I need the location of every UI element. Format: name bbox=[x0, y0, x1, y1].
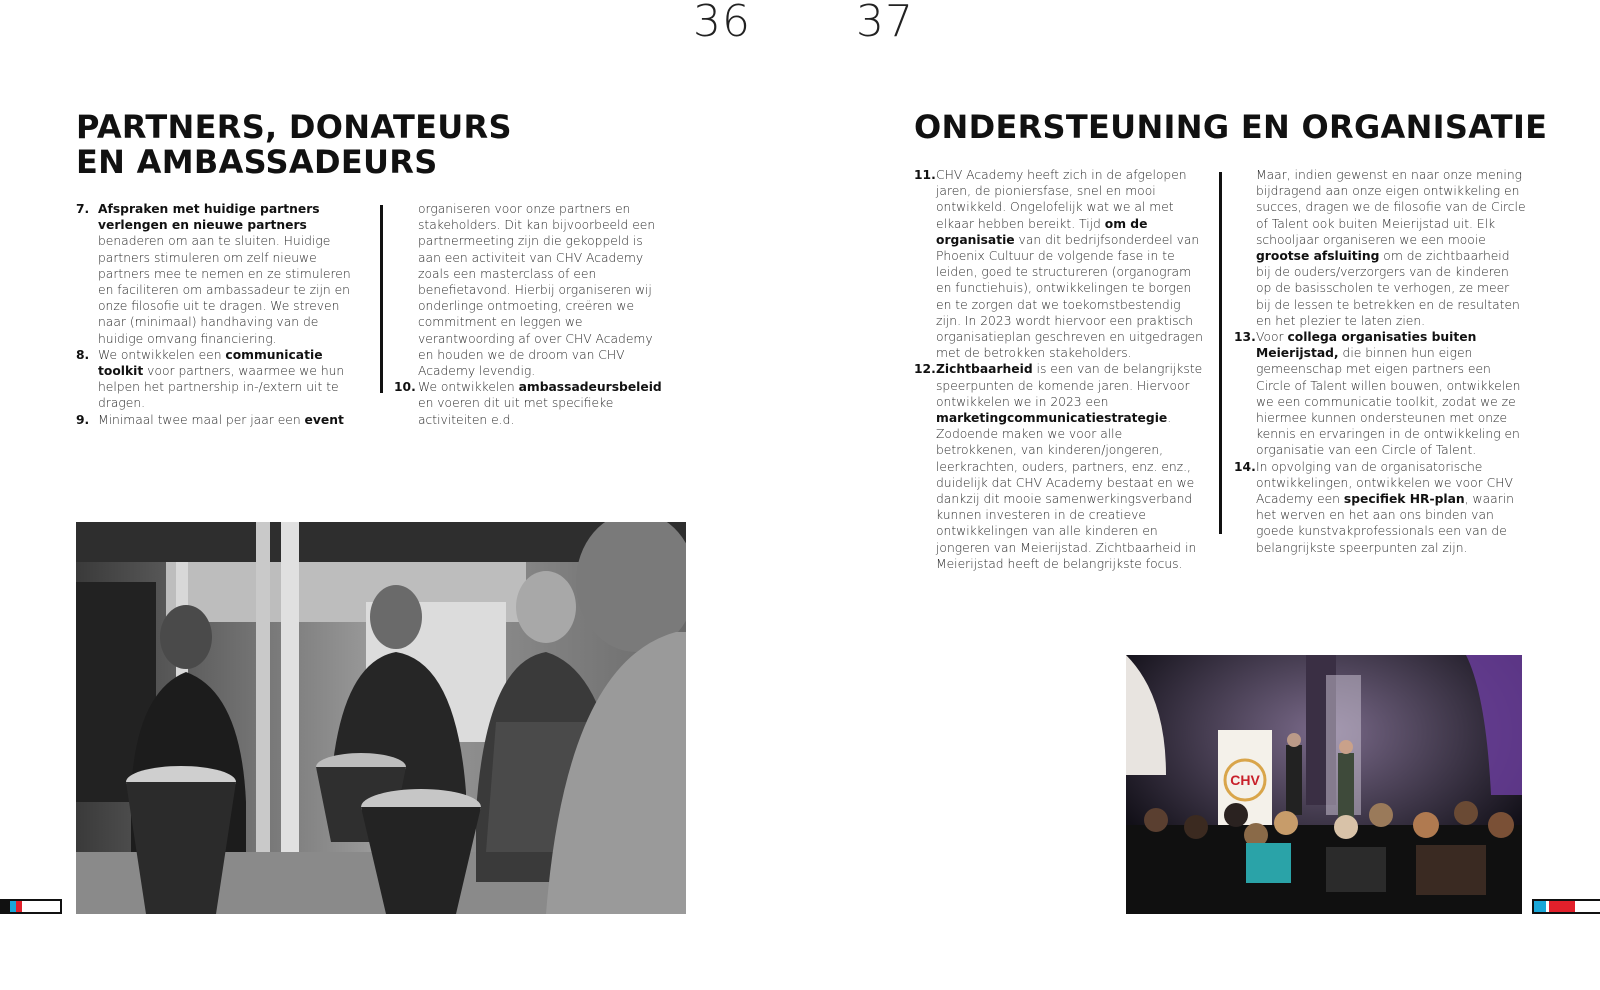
item-text: We ontwikkelen bbox=[418, 380, 519, 395]
item-text: . Zodoende maken we voor alle betrokkenen, van kinderen/jongeren, leerkrachten, ouders, partners, enz. enz., duidelijk dat CHV Academy bestaat en we dankzij dit mooie samenwerkingsverband kunnen investeren in de creatieve ontwikkelingen van alle kinderen en jongeren van Meierijstad. Zichtbaarheid in Meierijstad heeft de belangrijkste focus. bbox=[936, 411, 1197, 571]
column-divider-right bbox=[1219, 172, 1222, 534]
bold-text: grootse afsluiting bbox=[1256, 249, 1380, 264]
item-text: benaderen om aan te sluiten. Huidige partners stimuleren om zelf nieuwe partners mee te nemen en ze stimuleren en faciliteren om ambassadeur te zijn en onze filosofie uit te dragen. We streven naar (minimaal) handhaving van de huidige omvang financiering. bbox=[98, 234, 351, 346]
item-text: is een van de belangrijkste speerpunten de komende jaren. Hiervoor ontwikkelen we in 2023 een bbox=[936, 362, 1203, 409]
list-item-13 bbox=[1234, 329, 1526, 459]
accent-stripe-dark bbox=[0, 901, 10, 912]
list-number: 10. bbox=[394, 380, 416, 395]
item-text: CHV Academy heeft zich in de afgelopen jaren, de pioniersfase, snel en mooi ontwikkeld. Ongelofelijk wat we al met elkaar hebben bereikt. Tijd bbox=[936, 168, 1187, 231]
list-item-14 bbox=[1234, 459, 1526, 556]
list-number: 12. bbox=[914, 362, 936, 377]
corner-mark-left bbox=[0, 899, 62, 914]
item-text: organiseren voor onze partners en stakeholders. Dit kan bijvoorbeeld een partnermeeting zijn die gekoppeld is aan een activiteit van CHV Academy zoals een masterclass of een benefietavond. Hierbij organiseren wij onderlinge ontmoeting, creëren we commitment en leggen we verantwoording af over CHV Academy en houden we de droom van CHV Academy levendig. bbox=[418, 202, 656, 379]
bold-text: marketingcommunicatiestrategie bbox=[936, 411, 1168, 426]
item-text: Voor bbox=[1256, 330, 1288, 345]
list-number: 7. bbox=[76, 202, 90, 216]
list-item-11 bbox=[914, 167, 1204, 361]
photo-drum-workshop bbox=[76, 522, 686, 914]
item-text: We ontwikkelen een bbox=[98, 347, 226, 362]
corner-mark-right bbox=[1532, 899, 1600, 914]
bold-text: specifiek HR-plan bbox=[1343, 492, 1465, 507]
list-number: 9. bbox=[76, 412, 90, 427]
item-text: die binnen hun eigen gemeenschap met eigen partners een Circle of Talent willen bouwen, ontwikkelen we een communicatie toolkit, zodat we ze hiermee kunnen ondersteunen met onze kennis en ervaringen in de ontwikkeling en organisatie van een Circle of Talent. bbox=[1256, 346, 1521, 458]
bold-text: om de organisatie bbox=[936, 216, 1148, 247]
page-number-right: 37 bbox=[856, 0, 914, 47]
right-page-title: ONDERSTEUNING EN ORGANISATIE bbox=[914, 108, 1548, 146]
accent-stripe-red bbox=[16, 901, 22, 912]
item-text: , waarin het werven en het aan ons binden van goede kunstvakprofessionals een van de belangrijkste speerpunten zal zijn. bbox=[1256, 492, 1514, 555]
accent-stripe-red bbox=[1549, 901, 1575, 912]
left-column-1 bbox=[76, 201, 361, 428]
bold-text: Afspraken met huidige partners verlengen en nieuwe partners bbox=[98, 202, 320, 233]
page-number-left: 36 bbox=[693, 0, 751, 47]
item-text: In opvolging van de organisatorische ontwikkelingen, ontwikkelen we voor CHV Academy een bbox=[1256, 459, 1513, 507]
left-page-title bbox=[76, 110, 512, 180]
list-number: 14. bbox=[1234, 459, 1256, 474]
list-item-9-continuation bbox=[396, 201, 668, 379]
list-item-12 bbox=[914, 361, 1204, 572]
bold-text: collega organisaties buiten Meierijstad, bbox=[1256, 330, 1477, 361]
right-column-2 bbox=[1234, 167, 1526, 556]
stage-presentation-illustration bbox=[1126, 655, 1522, 914]
item-text: van dit bedrijfsonderdeel van Phoenix Cultuur de volgende fase in te leiden, goed te structureren (organogram en functiehuis), ontwikkelingen te borgen en te zorgen dat we toekomstbestendig zijn. In 2023 wordt hiervoor een praktisch organisatieplan geschreven en uitgedragen met de betrokken stakeholders. bbox=[936, 232, 1203, 361]
list-item-10 bbox=[396, 379, 668, 428]
photo-stage-presentation bbox=[1126, 655, 1522, 914]
left-column-2 bbox=[396, 201, 668, 428]
item-text: voor partners, waarmee we hun helpen het partnership in-/extern uit te dragen. bbox=[98, 364, 345, 411]
bold-text: ambassadeursbeleid bbox=[518, 380, 662, 395]
banner-text: CHV bbox=[1230, 772, 1260, 788]
bold-text: Zichtbaarheid bbox=[936, 362, 1033, 377]
item-text: Maar, indien gewenst en naar onze mening bijdragend aan onze eigen ontwikkeling en succes, dragen we de filosofie van de Circle of Talent ook buiten Meierijstad uit. Elk schooljaar organiseren we een mooie bbox=[1256, 168, 1526, 247]
item-text: en voeren dit uit met specifieke activiteiten e.d. bbox=[418, 396, 614, 427]
right-column-1 bbox=[914, 167, 1204, 572]
list-number: 13. bbox=[1234, 330, 1256, 345]
list-number: 11. bbox=[914, 168, 936, 182]
item-text: Minimaal twee maal per jaar een bbox=[98, 412, 305, 427]
bold-text: communicatie toolkit bbox=[98, 347, 323, 379]
left-title-line-1: PARTNERS, DONATEURS bbox=[76, 108, 512, 146]
accent-stripe-blue bbox=[1534, 901, 1546, 912]
bold-text: event bbox=[304, 412, 344, 427]
column-divider-left bbox=[380, 205, 383, 393]
list-item-7 bbox=[76, 201, 361, 347]
drum-workshop-illustration bbox=[76, 522, 686, 914]
left-title-line-2: EN AMBASSADEURS bbox=[76, 143, 438, 181]
item-text: om de zichtbaarheid bij de ouders/verzorgers van de kinderen op de basisscholen te verhogen, ze meer bij de lessen te betrekken en de resultaten en het plezier te laten zien. bbox=[1256, 249, 1520, 328]
list-number: 8. bbox=[76, 347, 90, 362]
list-item-8 bbox=[76, 347, 361, 412]
list-item-9 bbox=[76, 412, 361, 428]
list-item-12-continuation bbox=[1234, 167, 1526, 329]
